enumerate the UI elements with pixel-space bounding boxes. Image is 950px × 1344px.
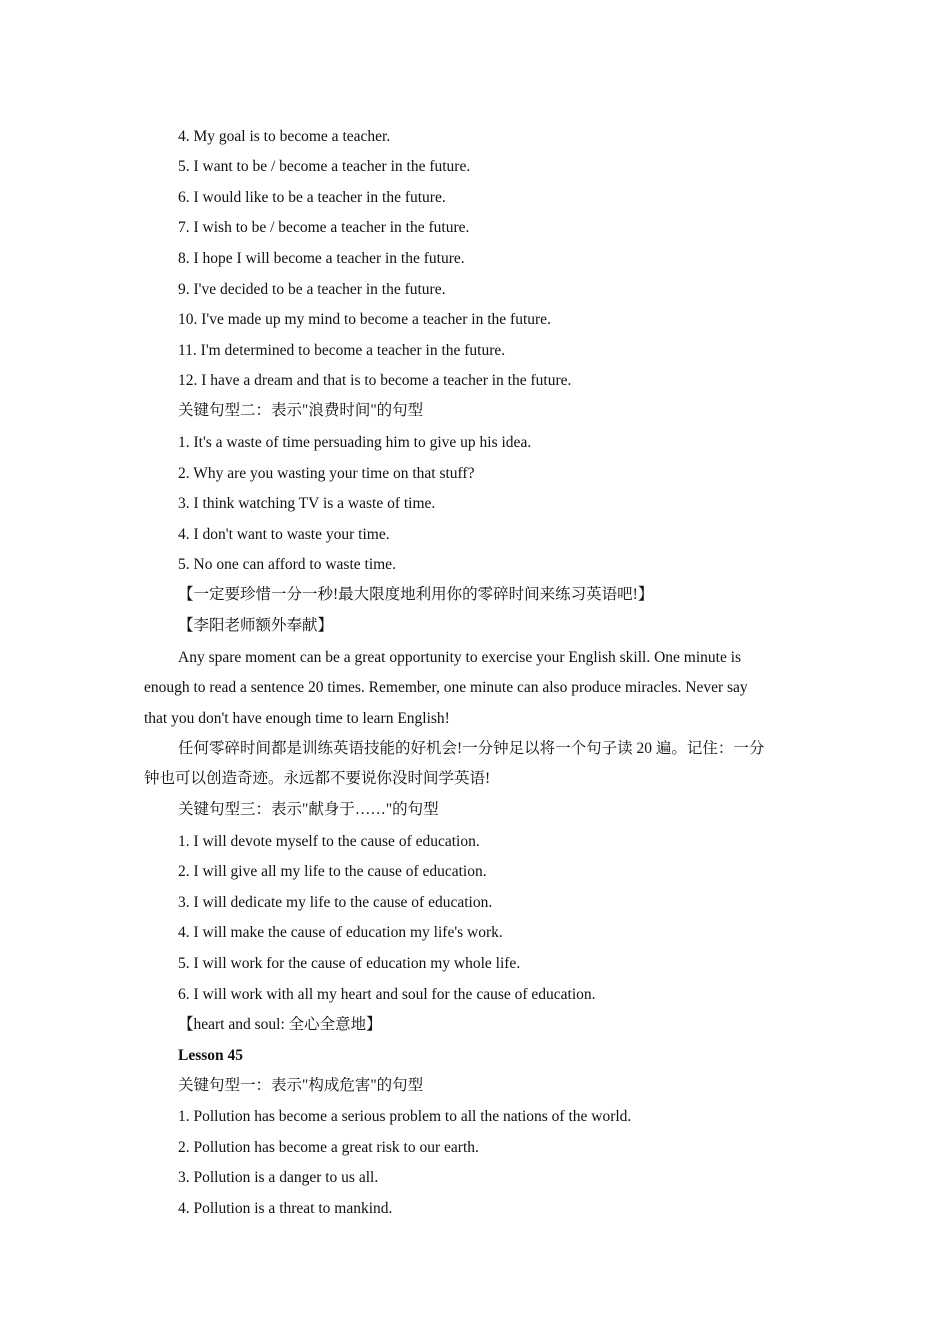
list-item: 3. Pollution is a danger to us all.	[178, 1169, 379, 1186]
list-item: 2. Why are you wasting your time on that stuff?	[178, 465, 475, 482]
list-item: 10. I've made up my mind to become a teacher in the future.	[178, 311, 551, 328]
lesson-title: Lesson 45	[178, 1047, 244, 1064]
paragraph-line: that you don't have enough time to learn English!	[144, 710, 450, 727]
list-item: 1. Pollution has become a serious problem to all the nations of the world.	[178, 1108, 632, 1125]
list-item: 1. I will devote myself to the cause of education.	[178, 833, 480, 850]
list-item: 5. No one can afford to waste time.	[178, 556, 396, 573]
list-item: 9. I've decided to be a teacher in the future.	[178, 281, 446, 298]
tip-note: 【一定要珍惜一分一秒!最大限度地利用你的零碎时间来练习英语吧!】	[178, 586, 654, 603]
list-item: 8. I hope I will become a teacher in the future.	[178, 250, 465, 267]
bonus-heading: 【李阳老师额外奉献】	[178, 617, 334, 634]
list-item: 4. I don't want to waste your time.	[178, 526, 390, 543]
list-item: 4. I will make the cause of education my life's work.	[178, 924, 503, 941]
section-heading: 关键句型三：表示"献身于……"的句型	[178, 801, 439, 818]
paragraph-line: 任何零碎时间都是训练英语技能的好机会!一分钟足以将一个句子读 20 遍。记住：一分	[178, 740, 765, 757]
list-item: 2. Pollution has become a great risk to our earth.	[178, 1139, 479, 1156]
paragraph-line: Any spare moment can be a great opportunity to exercise your English skill. One minute is	[178, 649, 742, 666]
list-item: 12. I have a dream and that is to become a teacher in the future.	[178, 372, 572, 389]
list-item: 4. My goal is to become a teacher.	[178, 128, 391, 145]
vocab-note: 【heart and soul: 全心全意地】	[178, 1016, 382, 1033]
list-item: 7. I wish to be / become a teacher in the future.	[178, 219, 470, 236]
list-item: 11. I'm determined to become a teacher in the future.	[178, 342, 506, 359]
list-item: 5. I will work for the cause of education my whole life.	[178, 955, 521, 972]
section-heading: 关键句型一：表示"构成危害"的句型	[178, 1077, 424, 1094]
list-item: 4. Pollution is a threat to mankind.	[178, 1200, 393, 1217]
paragraph-line: enough to read a sentence 20 times. Remember, one minute can also produce miracles. Never say	[144, 679, 748, 696]
list-item: 1. It's a waste of time persuading him to give up his idea.	[178, 434, 532, 451]
list-item: 3. I think watching TV is a waste of time.	[178, 495, 436, 512]
list-item: 3. I will dedicate my life to the cause of education.	[178, 894, 493, 911]
list-item: 6. I will work with all my heart and soul for the cause of education.	[178, 986, 596, 1003]
paragraph-line: 钟也可以创造奇迹。永远都不要说你没时间学英语!	[144, 770, 491, 787]
section-heading: 关键句型二：表示"浪费时间"的句型	[178, 402, 424, 419]
list-item: 2. I will give all my life to the cause of education.	[178, 863, 487, 880]
list-item: 5. I want to be / become a teacher in the future.	[178, 158, 471, 175]
list-item: 6. I would like to be a teacher in the future.	[178, 189, 446, 206]
